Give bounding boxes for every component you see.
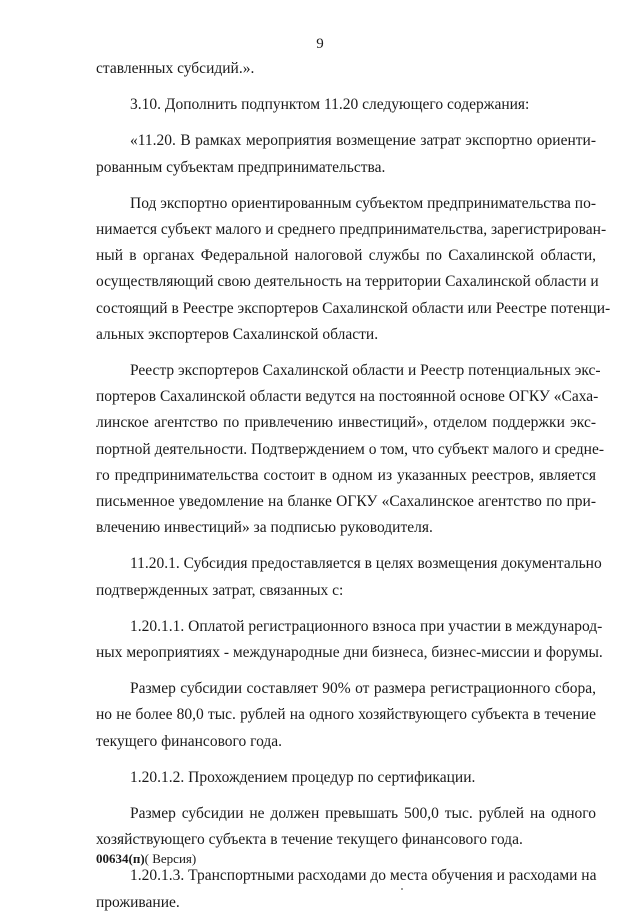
paragraph [96,551,602,603]
text-line: «11.20. В рамках мероприятия возмещение затрат экспортно ориенти- [130,132,596,150]
text-line: 1.20.1.3. Транспортными расходами до места обучения и расходами на [130,867,597,885]
document-footer [96,851,196,867]
paragraph [96,614,603,666]
text-line: проживание. [96,893,180,911]
paragraph [96,765,596,791]
paragraph [96,92,596,118]
text-line: 1.20.1.2. Прохождением процедур по сертификации. [130,768,476,786]
paragraph-gap [96,348,596,358]
paragraph [96,676,596,755]
text-line: хозяйствующего субъекта в течение текущего финансового года. [96,831,523,849]
paragraph [96,801,596,853]
text-line: альных экспортеров Сахалинской области. [96,325,379,343]
paragraph [96,863,596,915]
paragraph-gap [96,666,596,676]
text-line: ный в органах Федеральной налоговой службы по Сахалинской области, [96,247,596,265]
text-line: осуществляющий свою деятельность на территории Сахалинской области и [96,273,599,291]
document-code: 00634(п) [96,851,145,866]
text-line: ных мероприятиях - международные дни бизнеса, бизнес-миссии и форумы. [96,644,603,662]
paragraph [96,358,604,541]
text-line: Под экспортно ориентированным субъектом предпринимательства по- [130,194,596,212]
text-line: подтвержденных затрат, связанных с: [96,581,344,599]
text-line: портной деятельности. Подтверждением о том, что субъект малого и средне- [96,440,604,458]
paragraph [96,128,596,180]
text-line: но не более 80,0 тыс. рублей на одного хозяйствующего субъекта в течение [96,706,596,724]
text-line: Размер субсидии составляет 90% от размера регистрационного сбора, [130,680,596,698]
text-line: ставленных субсидий.». [96,60,255,77]
text-line: линское агентство по привлечению инвестиций», отделом поддержки экс- [96,414,596,432]
paragraph-gap [96,181,596,191]
paragraph-gap [96,82,596,92]
paragraph-gap [96,118,596,128]
text-line: портеров Сахалинской области ведутся на постоянной основе ОГКУ «Саха- [96,388,599,406]
text-line: письменное уведомление на бланке ОГКУ «Сахалинское агентство по при- [96,493,596,511]
text-line: состоящий в Реестре экспортеров Сахалинской области или Реестре потенци- [96,299,611,317]
text-line: 11.20.1. Субсидия предоставляется в целях возмещения документально [130,555,602,573]
paragraph [96,56,596,82]
text-line: текущего финансового года. [96,732,283,750]
paragraph-gap [96,791,596,801]
text-line: го предпринимательства состоит в одном из указанных реестров, является [96,466,596,484]
paragraph-gap [96,755,596,765]
paragraph-gap [96,541,596,551]
paragraph-gap [96,604,596,614]
text-line: 1.20.1.1. Оплатой регистрационного взноса при участии в международ- [130,617,603,635]
paragraph [96,191,611,348]
page-number: 9 [316,36,324,52]
text-line: Реестр экспортеров Сахалинской области и Реестр потенциальных экс- [130,362,601,380]
version-label: ( Версия) [144,851,197,866]
document-body [96,56,611,916]
text-line: влечению инвестиций» за подписью руководителя. [96,519,433,537]
text-line: рованным субъектам предпринимательства. [96,158,386,176]
text-line: нимается субъект малого и среднего предпринимательства, зарегистрирован- [96,221,607,239]
text-line: 3.10. Дополнить подпунктом 11.20 следующего содержания: [130,96,530,114]
scan-speck [401,888,403,890]
text-line: Размер субсидии не должен превышать 500,0 тыс. рублей на одного [130,805,596,823]
